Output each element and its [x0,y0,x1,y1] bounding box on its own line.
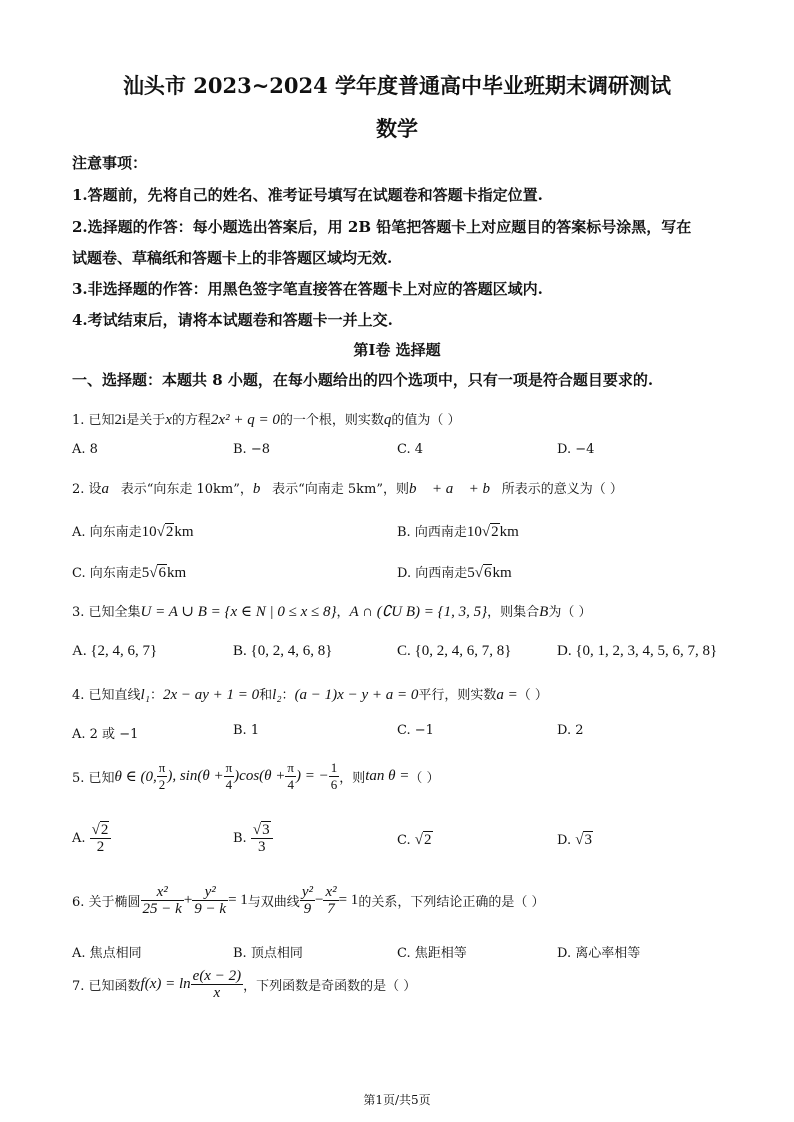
question-5: 5. 已知θ ∈ (0, $\frac{\pi}{2}$ ), sin(θ + $\frac{\pi}{4}$ )cos(θ + $\frac{\pi}{4}$ ) = − $\frac{1}{6}$ ，则tan θ =（ ） [72,760,440,792]
exam-title: 汕头市 2023~2024 学年度普通高中毕业班期末调研测试 [122,73,672,98]
part-title: 第Ⅰ卷 选择题 [353,341,441,359]
fraction: $\frac{\text{y²}}{9}$ [301,884,313,917]
q6-option-d: D. 离心率相等 [557,946,641,961]
math-expression: A ∩ (∁U B) = {1, 3, 5} [349,604,488,620]
question-7: 7. 已知函数f(x) = ln $\frac{e(x - 2)}{x}$ ，下列函数是奇函数的是（ ） [72,968,417,1001]
q2-option-a: A. 向东南走10√2km [72,524,194,540]
math-expression: 2x² + q = 0 [210,412,280,428]
fraction: $\frac{\text{y²}}{9 - k}$ [194,884,227,917]
fraction: $\frac{\text{x²}}{25 - k}$ [142,884,182,917]
fraction: $\frac{1}{6}$ [330,760,338,792]
section-title: 一、选择题：本题共 8 小题，在每小题给出的四个选项中，只有一项是符合题目要求的. [72,371,654,389]
vector-b: b⃗ [252,481,273,497]
fraction: $\frac{\pi}{4}$ [287,760,294,792]
q4-option-a: A. 2 或 −1 [72,727,139,742]
subject-title: 数学 [376,116,418,141]
question-6: 6. 关于椭圆 $\frac{\text{x²}}{25 - k}$ + $\frac{\text{y²}}{9 - k}$ = 1与双曲线 $\frac{\text{y²}}{9}$ − $\frac{\text{x²}}{7}$ = 1的关系，下列结论正确的是（ ） [72,884,545,917]
notice-item: 2.选择题的作答：每小题选出答案后，用 2B 铅笔把答题卡上对应题目的答案标号涂黑，写在 [72,218,692,236]
math-expression: l₂ [272,687,282,703]
q5-option-b: B. $\frac{√3}{3}$ [233,822,273,855]
vector-a: a⃗ [101,481,121,497]
notice-item: 4.考试结束后，请将本试题卷和答题卡一并上交. [72,311,393,329]
q5-option-d: D. √3 [557,832,592,848]
notice-heading: 注意事项： [72,154,148,172]
q2-option-d: D. 向西南走5√6km [397,565,512,581]
q4-option-c: C. −1 [397,723,434,738]
question-4: 4. 已知直线l₁：2x − ay + 1 = 0和l₂：(a − 1)x − y + a = 0平行，则实数a =（ ） [72,687,548,703]
q1-option-c: C. 4 [397,442,424,457]
question-2: 2. 设a⃗表示“向东走 10km”，b⃗表示“向南走 5km”，则b⃗ + a⃗ + b⃗所表示的意义为（ ） [72,481,623,497]
fraction: $\frac{\pi}{2}$ [158,760,166,792]
notice-item: 试题卷、草稿纸和答题卡上的非答题区域均无效. [72,249,393,267]
q1-option-b: B. −8 [233,442,270,457]
q4-option-b: B. 1 [233,723,260,738]
q6-option-b: B. 顶点相同 [233,946,303,961]
page-number: 第1页/共5页 [363,1093,431,1107]
math-expression: (a − 1)x − y + a = 0 [294,687,419,703]
q2-option-b: B. 向西南走10√2km [397,524,519,540]
math-expression: q [383,412,392,428]
math-expression: l₁ [140,687,150,703]
math-expression: U = A ∪ B = {x ∈ N | 0 ≤ x ≤ 8} [140,604,337,620]
fraction: $\frac{e(x - 2)}{x}$ [192,968,242,1001]
q5-option-a: A. $\frac{√2}{2}$ [72,822,111,855]
q5-option-c: C. √2 [397,832,432,848]
math-expression: b⃗ + a⃗ + b⃗ [408,481,502,497]
q4-option-d: D. 2 [557,723,584,738]
q3-option-a: A. {2, 4, 6, 7} [72,643,158,659]
notice-item: 3.非选择题的作答：用黑色签字笔直接答在答题卡上对应的答题区域内. [72,280,543,298]
math-expression: B [539,604,549,620]
math-expression: x [165,412,172,428]
math-expression: 2x − ay + 1 = 0 [162,687,260,703]
q1-option-a: A. 8 [72,442,98,457]
notice-item: 1.答题前，先将自己的姓名、准考证号填写在试题卷和答题卡指定位置. [72,186,543,204]
fraction: $\frac{\text{x²}}{7}$ [325,884,337,917]
q1-option-d: D. −4 [557,442,595,457]
question-3: 3. 已知全集U = A ∪ B = {x ∈ N | 0 ≤ x ≤ 8}，A ∩ (∁U B) = {1, 3, 5}，则集合B为（ ） [72,604,592,620]
q6-option-a: A. 焦点相同 [72,946,142,961]
q6-option-c: C. 焦距相等 [397,946,467,961]
math-expression: a = [496,687,518,703]
q3-option-b: B. {0, 2, 4, 6, 8} [233,643,333,659]
q2-option-c: C. 向东南走5√6km [72,565,187,581]
question-1: 1. 已知2i是关于x的方程2x² + q = 0的一个根，则实数q的值为（ ） [72,412,461,428]
q3-option-c: C. {0, 2, 4, 6, 7, 8} [397,643,512,659]
fraction: $\frac{\pi}{4}$ [225,760,233,792]
q3-option-d: D. {0, 1, 2, 3, 4, 5, 6, 7, 8} [557,643,718,659]
math-expression: 2i [114,412,127,428]
